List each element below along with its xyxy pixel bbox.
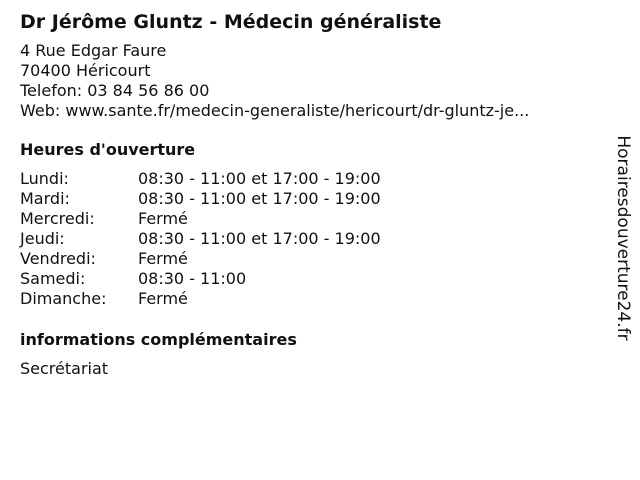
page-title: Dr Jérôme Gluntz - Médecin généraliste <box>20 11 442 33</box>
hours-row <box>20 269 600 289</box>
website-link-text[interactable]: Web: www.sante.fr/medecin-generaliste/hericourt/dr-gluntz-je... <box>20 101 530 120</box>
day-label: Dimanche: <box>20 289 107 308</box>
hours-row <box>20 169 600 189</box>
day-label: Mercredi: <box>20 209 95 228</box>
phone-number: Telefon: 03 84 56 86 00 <box>20 81 210 100</box>
hours-row <box>20 229 600 249</box>
day-label: Lundi: <box>20 169 69 188</box>
street-address: 4 Rue Edgar Faure <box>20 41 167 60</box>
site-watermark-text: Horairesdouverture24.fr <box>613 135 633 341</box>
hours-value: Fermé <box>138 249 188 268</box>
city-address: 70400 Héricourt <box>20 61 151 80</box>
additional-info-text: Secrétariat <box>20 359 109 378</box>
hours-value: 08:30 - 11:00 <box>138 269 247 288</box>
additional-info-heading: informations complémentaires <box>20 330 297 349</box>
hours-row <box>20 289 600 309</box>
site-watermark <box>611 132 635 344</box>
hours-row <box>20 249 600 269</box>
hours-row <box>20 189 600 209</box>
practice-card <box>20 10 600 379</box>
day-label: Jeudi: <box>20 229 65 248</box>
hours-value: Fermé <box>138 289 188 308</box>
hours-value: 08:30 - 11:00 et 17:00 - 19:00 <box>138 169 381 188</box>
hours-value: 08:30 - 11:00 et 17:00 - 19:00 <box>138 229 381 248</box>
day-label: Vendredi: <box>20 249 96 268</box>
website-link[interactable] <box>20 101 600 121</box>
opening-hours-heading: Heures d'ouverture <box>20 140 196 159</box>
hours-value: Fermé <box>138 209 188 228</box>
hours-value: 08:30 - 11:00 et 17:00 - 19:00 <box>138 189 381 208</box>
hours-row <box>20 209 600 229</box>
day-label: Mardi: <box>20 189 70 208</box>
address-block <box>20 41 600 121</box>
opening-hours-list <box>20 169 600 309</box>
day-label: Samedi: <box>20 269 86 288</box>
